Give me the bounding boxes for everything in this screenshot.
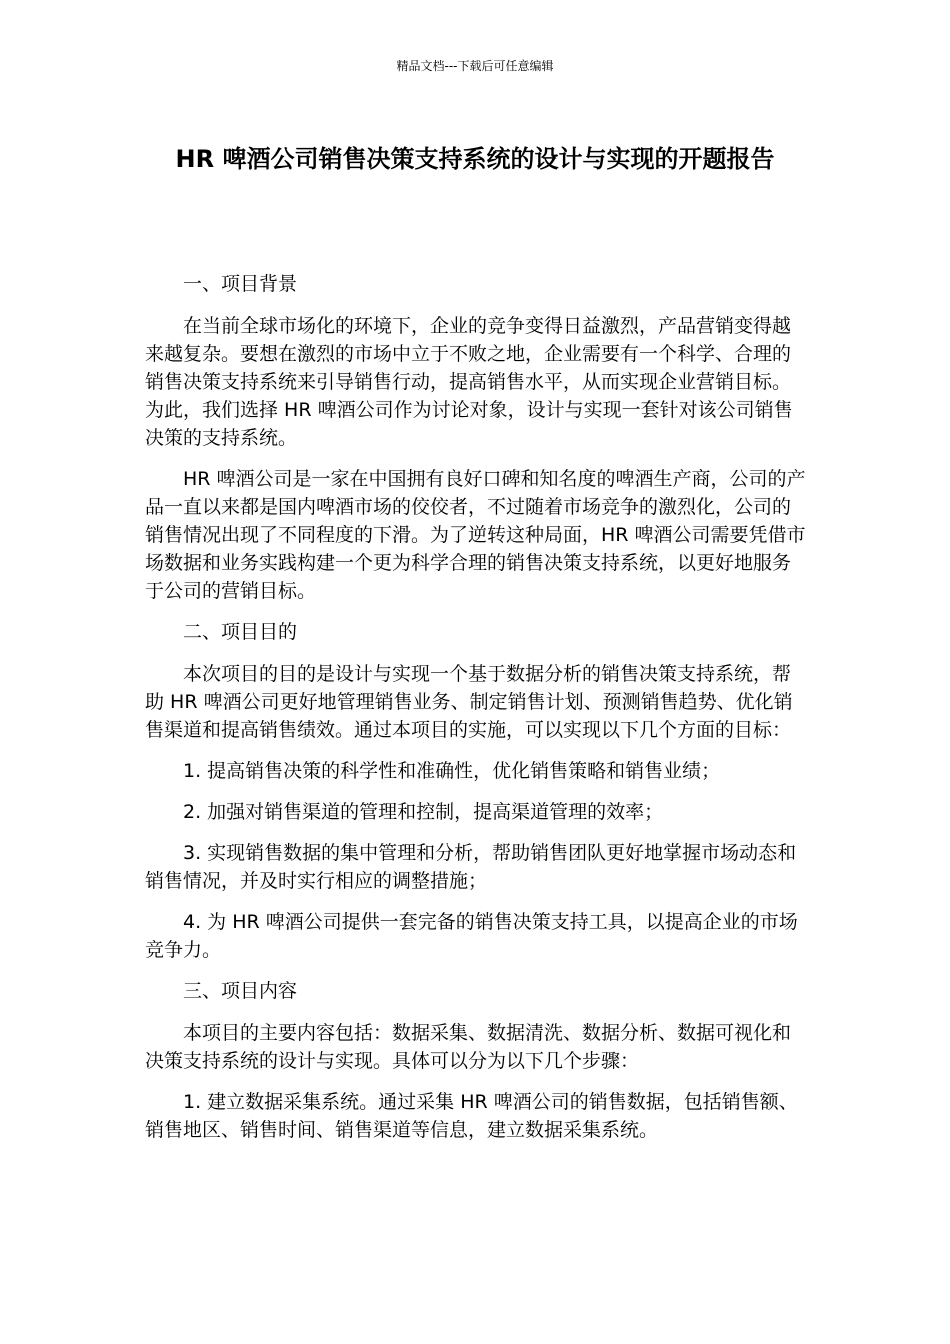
section-heading-purpose: 二、项目目的 [183, 621, 298, 643]
list-item-goal-3: 3. 实现销售数据的集中管理和分析，帮助销售团队更好地掌握市场动态和销售情况，并及时实行相应的调整措施； [145, 842, 797, 892]
document-title: HR 啤酒公司销售决策支持系统的设计与实现的开题报告 [175, 145, 775, 173]
paragraph-purpose-1: 本次项目的目的是设计与实现一个基于数据分析的销售决策支持系统，帮助 HR 啤酒公司更好地管理销售业务、制定销售计划、预测销售趋势、优化销售渠道和提高销售绩效。通过本项目的实施，可以实现以下几个方面的目标： [145, 663, 793, 741]
list-item-goal-4: 4. 为 HR 啤酒公司提供一套完备的销售决策支持工具，以提高企业的市场竞争力。 [145, 911, 798, 961]
list-item-goal-2: 2. 加强对销售渠道的管理和控制，提高渠道管理的效率； [183, 801, 664, 823]
paragraph-background-2: HR 啤酒公司是一家在中国拥有良好口碑和知名度的啤酒生产商，公司的产品一直以来都是国内啤酒市场的佼佼者，不过随着市场竞争的激烈化，公司的销售情况出现了不同程度的下滑。为了逆转这种局面，HR 啤酒公司需要凭借市场数据和业务实践构建一个更为科学合理的销售决策支持系统，以更好地服务于公司的营销目标。 [145, 468, 806, 602]
document-body [145, 270, 807, 1157]
list-item-step-1: 1. 建立数据采集系统。通过采集 HR 啤酒公司的销售数据，包括销售额、销售地区、销售时间、销售渠道等信息，建立数据采集系统。 [145, 1091, 798, 1141]
section-heading-content: 三、项目内容 [183, 980, 298, 1002]
paragraph-content-1: 本项目的主要内容包括：数据采集、数据清洗、数据分析、数据可视化和决策支持系统的设计与实现。具体可以分为以下几个步骤： [145, 1022, 792, 1072]
header-note: 精品文档---下载后可任意编辑 [396, 59, 554, 73]
section-heading-background: 一、项目背景 [183, 273, 298, 295]
list-item-goal-1: 1. 提高销售决策的科学性和准确性，优化销售策略和销售业绩； [183, 760, 721, 782]
paragraph-background-1: 在当前全球市场化的环境下，企业的竞争变得日益激烈，产品营销变得越来越复杂。要想在激烈的市场中立于不败之地，企业需要有一个科学、合理的销售决策支持系统来引导销售行动，提高销售水平，从而实现企业营销目标。为此，我们选择 HR 啤酒公司作为讨论对象，设计与实现一套针对该公司销售决策的支持系统。 [145, 315, 793, 449]
